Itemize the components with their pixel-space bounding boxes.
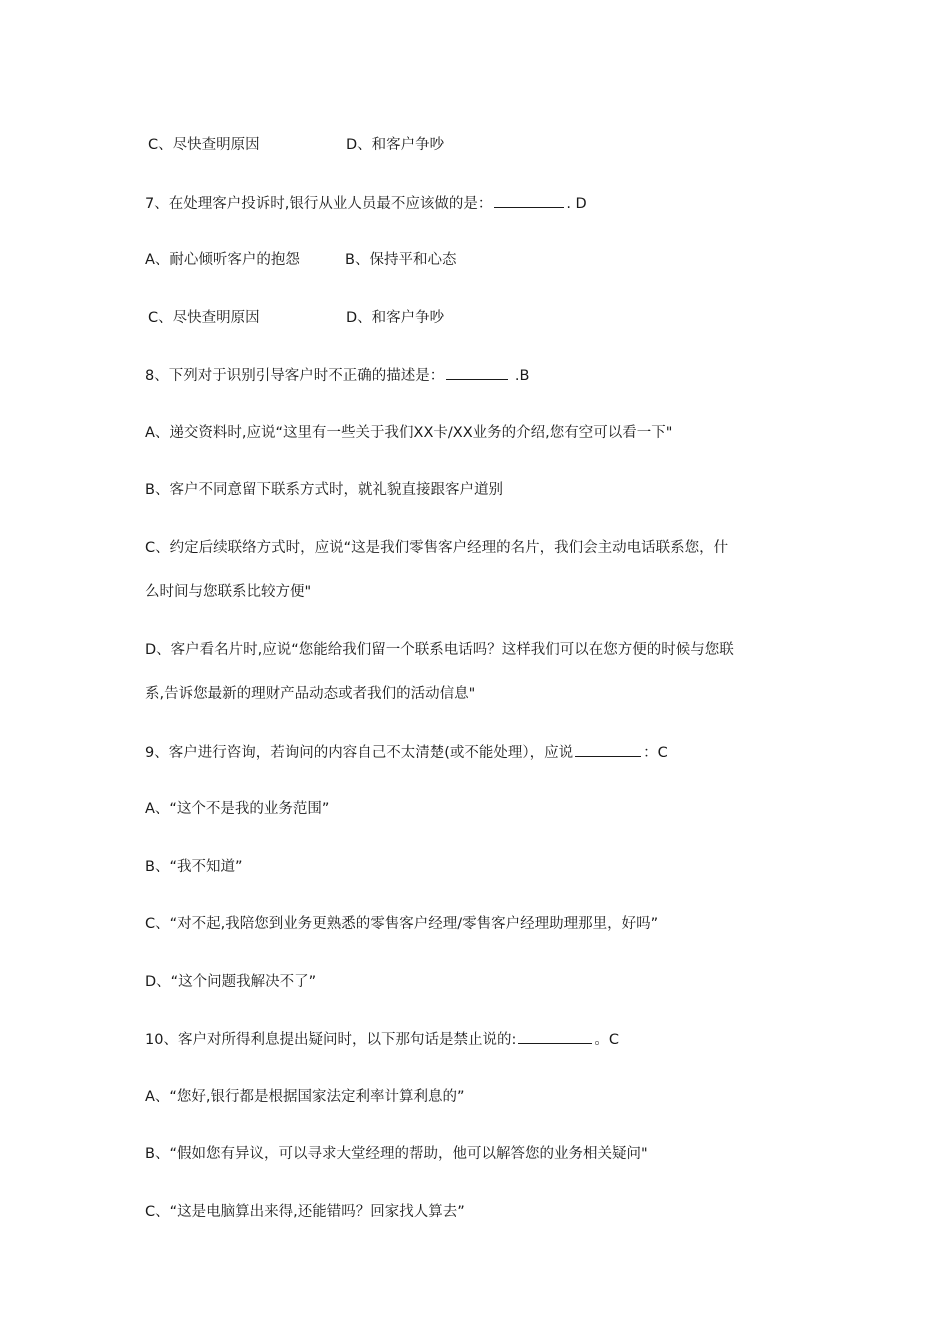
q7-option-a: A、耐心倾听客户的抱怨 — [145, 252, 300, 268]
q9-stem: 9、客户进行咨询，若询问的内容自己不太清楚(或不能处理），应说 — [145, 745, 574, 761]
q9-answer-blank — [575, 742, 641, 757]
q10-stem: 10、客户对所得利息提出疑问时，以下那句话是禁止说的: — [145, 1032, 517, 1048]
q7-option-d: D、和客户争吵 — [346, 310, 445, 326]
q10-answer-blank — [518, 1029, 592, 1044]
q8-option-d-line1: D、客户看名片时,应说“您能给我们留一个联系电话吗？这样我们可以在您方便的时候与您联 — [145, 642, 734, 658]
q7-options-ab — [145, 250, 457, 270]
q8-question — [145, 365, 529, 386]
q8-option-c-line2: 么时间与您联系比较方便" — [145, 584, 312, 600]
q8-option-b: B、客户不同意留下联系方式时，就礼貌直接跟客户道别 — [145, 482, 503, 498]
q8-stem: 8、下列对于识别引导客户时不正确的描述是： — [145, 368, 445, 384]
q10-option-c: C、“这是电脑算出来得,还能错吗？回家找人算去” — [145, 1204, 465, 1220]
q8-answer-blank — [446, 365, 508, 380]
q10-option-b: B、“假如您有异议，可以寻求大堂经理的帮助，他可以解答您的业务相关疑问" — [145, 1146, 648, 1162]
q8-option-a: A、递交资料时,应说“这里有一些关于我们XX卡/XX业务的介绍,您有空可以看一下" — [145, 425, 673, 441]
q6-options-row — [148, 135, 445, 155]
q7-option-b: B、保持平和心态 — [345, 252, 457, 268]
q9-option-c: C、“对不起,我陪您到业务更熟悉的零售客户经理/零售客户经理助理那里，好吗” — [145, 916, 659, 932]
q8-option-d-line2: 系,告诉您最新的理财产品动态或者我们的活动信息" — [145, 686, 476, 702]
q9-option-a: A、“这个不是我的业务范围” — [145, 801, 330, 817]
q9-option-b: B、“我不知道” — [145, 859, 243, 875]
q7-answer-blank — [494, 193, 564, 208]
q10-question — [145, 1029, 619, 1050]
q9-question — [145, 742, 668, 763]
q9-option-d: D、“这个问题我解决不了” — [145, 974, 317, 990]
q10-option-a: A、“您好,银行都是根据国家法定利率计算利息的” — [145, 1089, 465, 1105]
q9-answer: ：C — [643, 745, 668, 761]
q7-answer: . D — [566, 196, 587, 212]
q6-option-d: D、和客户争吵 — [346, 137, 445, 153]
q8-option-c-line1: C、约定后续联络方式时，应说“这是我们零售客户经理的名片，我们会主动电话联系您，什 — [145, 540, 729, 556]
q7-stem: 7、在处理客户投诉时,银行从业人员最不应该做的是： — [145, 196, 493, 212]
q7-question — [145, 193, 587, 214]
q7-options-cd — [148, 308, 445, 328]
q8-answer: .B — [510, 368, 530, 384]
q7-option-c: C、尽快查明原因 — [148, 310, 260, 326]
q6-option-c: C、尽快查明原因 — [148, 137, 260, 153]
q10-answer: 。C — [594, 1032, 619, 1048]
